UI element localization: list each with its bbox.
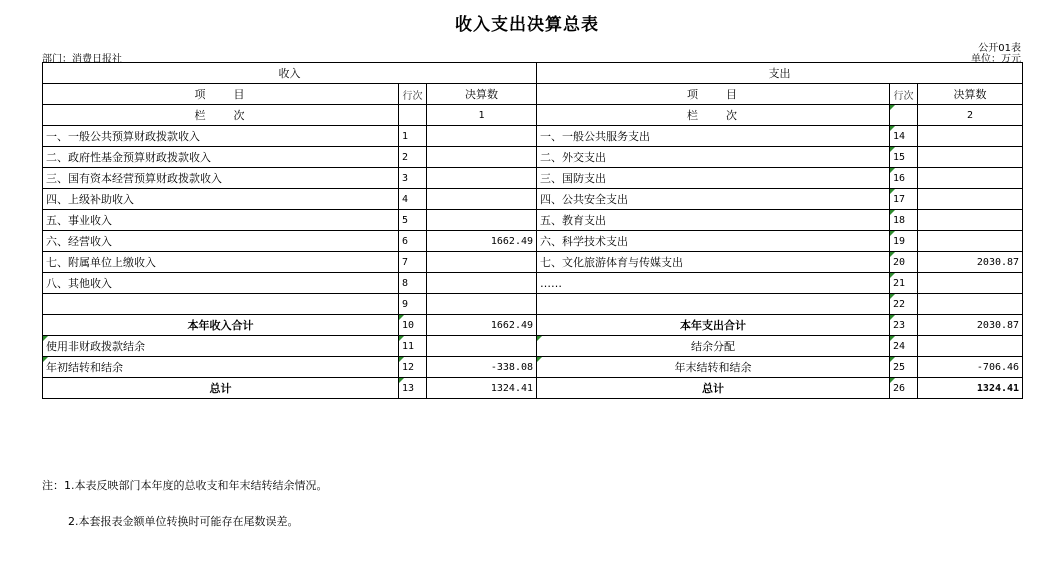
income-item-header: 项 目 xyxy=(43,84,399,105)
expense-column-line-empty xyxy=(890,105,918,126)
table-row xyxy=(43,336,1023,357)
expense-line: 24 xyxy=(890,336,918,357)
subtotal-row xyxy=(43,315,1023,336)
expense-section-header: 支出 xyxy=(537,63,1023,84)
expense-line: 17 xyxy=(890,189,918,210)
income-line: 5 xyxy=(399,210,427,231)
income-amount xyxy=(427,168,537,189)
expense-amount xyxy=(918,210,1023,231)
income-item: 六、经营收入 xyxy=(43,231,399,252)
income-total-label: 总计 xyxy=(43,378,399,399)
expense-total-amount: 1324.41 xyxy=(918,378,1023,399)
income-line: 1 xyxy=(399,126,427,147)
expense-line: 20 xyxy=(890,252,918,273)
expense-line: 18 xyxy=(890,210,918,231)
income-item: 三、国有资本经营预算财政拨款收入 xyxy=(43,168,399,189)
table-row xyxy=(43,231,1023,252)
income-item: 七、附属单位上缴收入 xyxy=(43,252,399,273)
income-line: 4 xyxy=(399,189,427,210)
column-header-row xyxy=(43,84,1023,105)
form-number: 公开01表 xyxy=(978,43,1021,54)
expense-amount xyxy=(918,294,1023,315)
income-line: 6 xyxy=(399,231,427,252)
expense-item xyxy=(537,294,890,315)
income-amount xyxy=(427,126,537,147)
income-amount xyxy=(427,252,537,273)
income-amount: 1662.49 xyxy=(427,231,537,252)
expense-subtotal-amount: 2030.87 xyxy=(918,315,1023,336)
note-1: 注：1.本表反映部门本年度的总收支和年末结转结余情况。 xyxy=(42,479,328,492)
income-item: 年初结转和结余 xyxy=(43,357,399,378)
expense-item: 六、科学技术支出 xyxy=(537,231,890,252)
income-item: 二、政府性基金预算财政拨款收入 xyxy=(43,147,399,168)
report-title: 收入支出决算总表 xyxy=(455,15,599,35)
table-row xyxy=(43,294,1023,315)
income-item: 使用非财政拨款结余 xyxy=(43,336,399,357)
income-expense-table xyxy=(42,62,1023,399)
income-line: 12 xyxy=(399,357,427,378)
expense-subtotal-label: 本年支出合计 xyxy=(537,315,890,336)
expense-item: 二、外交支出 xyxy=(537,147,890,168)
column-index-row xyxy=(43,105,1023,126)
expense-amount xyxy=(918,147,1023,168)
income-amount: -338.08 xyxy=(427,357,537,378)
income-line-header: 行次 xyxy=(399,84,427,105)
income-column-line-empty xyxy=(399,105,427,126)
income-amount xyxy=(427,147,537,168)
table-row xyxy=(43,273,1023,294)
income-amount xyxy=(427,294,537,315)
income-line: 9 xyxy=(399,294,427,315)
expense-line: 19 xyxy=(890,231,918,252)
expense-item: 七、文化旅游体育与传媒支出 xyxy=(537,252,890,273)
income-amount xyxy=(427,273,537,294)
income-line: 10 xyxy=(399,315,427,336)
expense-line: 22 xyxy=(890,294,918,315)
unit-label: 单位：万元 xyxy=(971,54,1021,65)
income-line: 8 xyxy=(399,273,427,294)
expense-amount xyxy=(918,231,1023,252)
table-row xyxy=(43,357,1023,378)
income-subtotal-label: 本年收入合计 xyxy=(43,315,399,336)
income-item xyxy=(43,294,399,315)
table-row xyxy=(43,147,1023,168)
expense-amount-header: 决算数 xyxy=(918,84,1023,105)
income-amount-header: 决算数 xyxy=(427,84,537,105)
table-row xyxy=(43,189,1023,210)
expense-column-label: 栏 次 xyxy=(537,105,890,126)
expense-amount xyxy=(918,273,1023,294)
income-amount xyxy=(427,336,537,357)
table-row xyxy=(43,252,1023,273)
expense-amount xyxy=(918,168,1023,189)
income-total-amount: 1324.41 xyxy=(427,378,537,399)
expense-item: 一、一般公共服务支出 xyxy=(537,126,890,147)
income-line: 13 xyxy=(399,378,427,399)
expense-item: 年末结转和结余 xyxy=(537,357,890,378)
expense-amount xyxy=(918,336,1023,357)
income-item: 五、事业收入 xyxy=(43,210,399,231)
table-row xyxy=(43,126,1023,147)
expense-line: 16 xyxy=(890,168,918,189)
income-amount xyxy=(427,210,537,231)
total-row xyxy=(43,378,1023,399)
income-item: 八、其他收入 xyxy=(43,273,399,294)
income-line: 7 xyxy=(399,252,427,273)
expense-amount: 2030.87 xyxy=(918,252,1023,273)
expense-line-header: 行次 xyxy=(890,84,918,105)
expense-total-label: 总计 xyxy=(537,378,890,399)
expense-item-header: 项 目 xyxy=(537,84,890,105)
expense-line: 21 xyxy=(890,273,918,294)
income-line: 11 xyxy=(399,336,427,357)
expense-column-number: 2 xyxy=(918,105,1023,126)
income-subtotal-amount: 1662.49 xyxy=(427,315,537,336)
income-line: 2 xyxy=(399,147,427,168)
income-item: 一、一般公共预算财政拨款收入 xyxy=(43,126,399,147)
expense-line: 26 xyxy=(890,378,918,399)
expense-line: 14 xyxy=(890,126,918,147)
income-amount xyxy=(427,189,537,210)
expense-line: 23 xyxy=(890,315,918,336)
expense-amount: -706.46 xyxy=(918,357,1023,378)
expense-item: 五、教育支出 xyxy=(537,210,890,231)
expense-item: …… xyxy=(537,273,890,294)
income-column-label: 栏 次 xyxy=(43,105,399,126)
table-row xyxy=(43,168,1023,189)
expense-line: 15 xyxy=(890,147,918,168)
department-label: 部门：消费日报社 xyxy=(42,54,122,65)
expense-line: 25 xyxy=(890,357,918,378)
expense-item: 结余分配 xyxy=(537,336,890,357)
income-column-number: 1 xyxy=(427,105,537,126)
expense-amount xyxy=(918,189,1023,210)
income-line: 3 xyxy=(399,168,427,189)
expense-item: 四、公共安全支出 xyxy=(537,189,890,210)
note-2: 2.本套报表金额单位转换时可能存在尾数误差。 xyxy=(68,515,299,528)
section-header-row xyxy=(43,63,1023,84)
expense-amount xyxy=(918,126,1023,147)
table-row xyxy=(43,210,1023,231)
income-section-header: 收入 xyxy=(43,63,537,84)
income-item: 四、上级补助收入 xyxy=(43,189,399,210)
expense-item: 三、国防支出 xyxy=(537,168,890,189)
